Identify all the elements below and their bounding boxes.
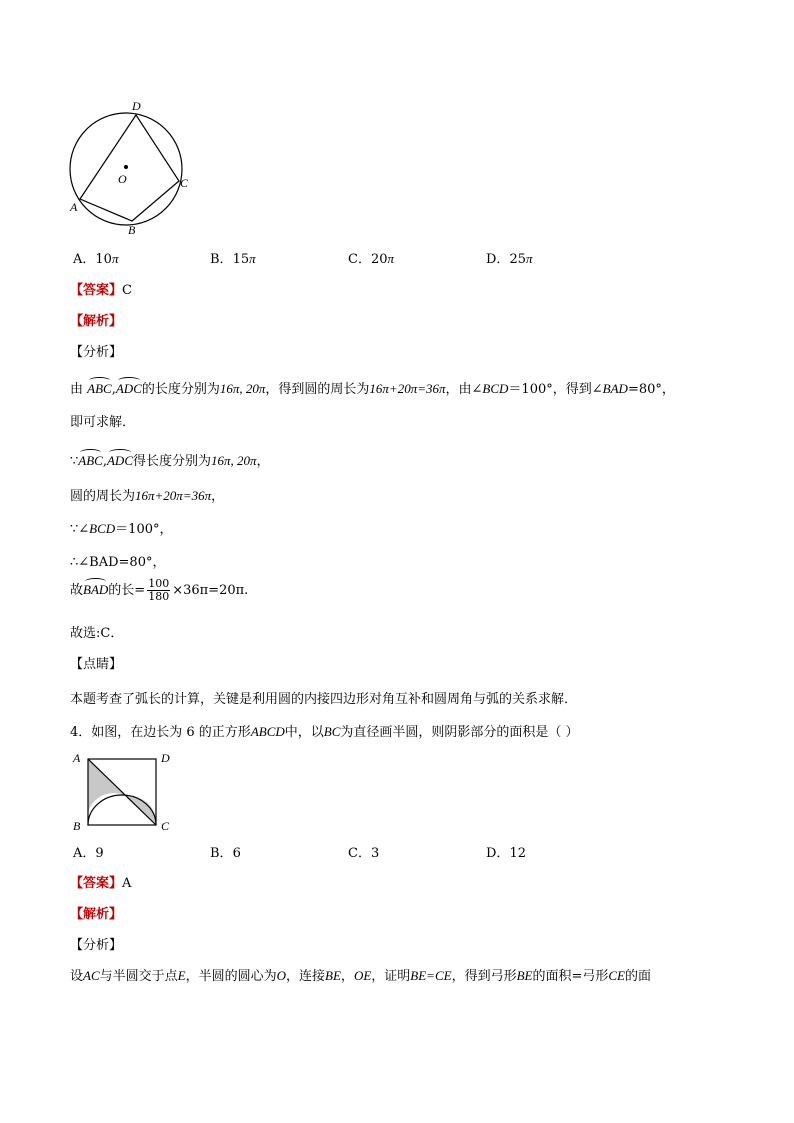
q4-fenxi-tag: 【分析】 — [70, 938, 123, 953]
q4-option-a: A．9 — [73, 846, 104, 861]
label-b: B — [128, 223, 136, 237]
shaded-region-upper — [88, 759, 126, 812]
q3-circle-figure — [60, 95, 200, 240]
q4-analysis-line1: 设AC与半圆交于点E，半圆的圆心为O，连接BE，OE，证明BE=CE，得到弓形BE的面积=弓形CE的面 — [70, 968, 652, 984]
label-c: C — [161, 819, 170, 833]
q3-solution-line3: ∵∠BCD＝100°， — [70, 521, 173, 537]
q4-answer: 【答案】A — [70, 876, 132, 891]
label-d: D — [161, 751, 170, 765]
q4-analysis-tag: 【解析】 — [70, 907, 123, 922]
q4-square-figure — [68, 748, 183, 838]
q3-fenxi-line2: 即可求解． — [70, 415, 136, 430]
q3-solution-line4: ∴∠BAD=80°， — [70, 555, 166, 570]
q4-stem: 4．如图，在边长为 6 的正方形ABCD中，以BC为直径画半圆，则阴影部分的面积是（ ） — [70, 724, 579, 740]
q3-solution-line2: 圆的周长为16π+20π=36π， — [70, 488, 225, 504]
q3-solution-line6: 故选:C． — [70, 626, 124, 641]
q3-dianjing-text: 本题考查了弧长的计算，关键是利用圆的内接四边形对角互补和圆周角与弧的关系求解． — [70, 692, 578, 707]
q3-dianjing-tag: 【点睛】 — [70, 657, 123, 672]
label-b: B — [73, 819, 81, 833]
q4-option-c: C．3 — [348, 846, 380, 861]
q3-option-c: C．20π — [348, 251, 395, 267]
label-a: A — [70, 200, 78, 214]
center-dot — [124, 165, 128, 169]
label-d: D — [132, 99, 141, 113]
q3-option-d: D．25π — [486, 251, 533, 267]
label-c: C — [180, 176, 189, 190]
label-a: A — [73, 751, 81, 765]
q3-solution-line1: ∵ABC,ADC得长度分别为16π, 20π， — [70, 453, 270, 469]
q3-option-a: A．10π — [73, 251, 119, 267]
quadrilateral-abcd — [80, 115, 179, 221]
q4-option-b: B．6 — [210, 846, 241, 861]
q3-analysis-tag: 【解析】 — [70, 314, 123, 329]
q3-answer: 【答案】C — [70, 283, 132, 298]
q3-fenxi-tag: 【分析】 — [70, 345, 123, 360]
q3-option-b: B．15π — [210, 251, 256, 267]
q3-solution-line5: 故BAD的长= $\frac{100}{180}$ ×36π=20π. — [70, 577, 249, 603]
q4-option-d: D．12 — [486, 846, 526, 861]
fraction-100-180: $\frac{100}{180}$ — [148, 577, 170, 603]
q3-fenxi-line1: 由 ABC,ADC的长度分别为16π, 20π，得到圆的周长为16π+20π=36π，由∠BCD＝100°，得到∠BAD=80°， — [70, 381, 675, 397]
label-o: O — [118, 172, 127, 186]
